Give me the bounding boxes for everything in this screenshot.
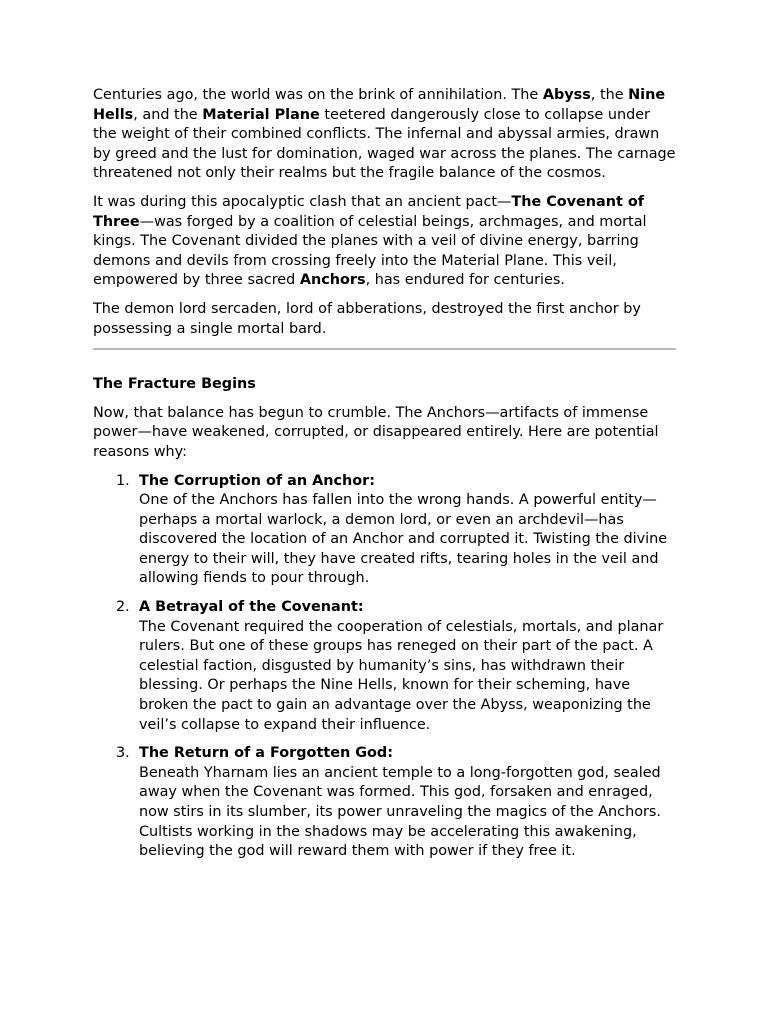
intro-paragraph-3: The demon lord sercaden, lord of abberations, destroyed the first anchor by possessing a single mortal bard. bbox=[93, 300, 641, 337]
term-anchors: Anchors bbox=[299, 272, 366, 289]
intro-p2-text-e: , has endured for centuries. bbox=[365, 272, 565, 289]
list-item-body: The Covenant required the cooperation of celestials, mortals, and planar rulers. But one of these groups has reneged on their part of the pact. A celestial faction, disgusted by humanity’s sins, has withdrawn their blessing. Or perhaps the Nine Hells, known for their scheming, have broken the pact to gain an advantage over the Abyss, weaponizing the veil’s collapse to expand their influence. bbox=[139, 618, 664, 733]
term-abyss: Abyss bbox=[542, 87, 591, 103]
document-page bbox=[93, 86, 676, 871]
list-item-body: Beneath Yharnam lies an ancient temple to a long-forgotten god, sealed away when the Covenant was formed. This god, forsaken and enraged, now stirs in its slumber, its power unraveling the magics of the Anchors. Cultists working in the shadows may be accelerating this awakening, believing the god will reward them with power if they free it. bbox=[139, 764, 661, 860]
intro-p1-text-e: , and the bbox=[133, 106, 203, 123]
section-divider bbox=[93, 348, 676, 350]
list-item-number: 2. bbox=[116, 599, 130, 616]
reasons-list bbox=[93, 472, 676, 862]
list-item-title: The Return of a Forgotten God: bbox=[139, 745, 393, 762]
list-item bbox=[93, 744, 676, 862]
list-item-body: One of the Anchors has fallen into the wrong hands. A powerful entity—perhaps a mortal warlock, a demon lord, or even an archdevil—has discovered the location of an Anchor and corrupted it. Twisting the divine energy to their will, they have created rifts, tearing holes in the veil and allowing fiends to pour through. bbox=[139, 492, 668, 587]
term-covenant-of-three: The Covenant of Three bbox=[93, 193, 645, 230]
intro-p1-text-g: teetered dangerously close to collapse under the weight of their combined conflicts. The infernal and abyssal armies, drawn by greed and the lust for domination, waged war across the planes. The carnage threatened not only their realms but the fragile balance of the cosmos. bbox=[93, 106, 676, 182]
list-item-number: 1. bbox=[116, 472, 130, 489]
list-item-title: A Betrayal of the Covenant: bbox=[139, 599, 364, 616]
section-intro-paragraph: Now, that balance has begun to crumble. The Anchors—artifacts of immense power—have weakened, corrupted, or disappeared entirely. Here are potential reasons why: bbox=[93, 404, 659, 460]
term-material-plane: Material Plane bbox=[202, 106, 320, 123]
intro-p2-text-c: —was forged by a coalition of celestial beings, archmages, and mortal kings. The Covenant divided the planes with a veil of divine energy, barring demons and devils from crossing freely into the Material Plane. This veil, empowered by three sacred bbox=[93, 213, 647, 289]
term-nine-hells: Nine Hells bbox=[93, 87, 666, 123]
intro-paragraph-2 bbox=[93, 193, 676, 291]
list-item-number: 3. bbox=[116, 745, 130, 762]
list-item-title: The Corruption of an Anchor: bbox=[139, 472, 375, 489]
intro-paragraph-1 bbox=[93, 86, 676, 184]
intro-p2-text-a: It was during this apocalyptic clash that an ancient pact— bbox=[93, 193, 512, 210]
list-item bbox=[93, 598, 676, 735]
intro-p1-text-c: , the bbox=[590, 87, 629, 103]
list-item bbox=[93, 472, 676, 590]
section-heading: The Fracture Begins bbox=[93, 376, 256, 393]
intro-p1-text-a: Centuries ago, the world was on the brink of annihilation. The bbox=[93, 87, 543, 103]
